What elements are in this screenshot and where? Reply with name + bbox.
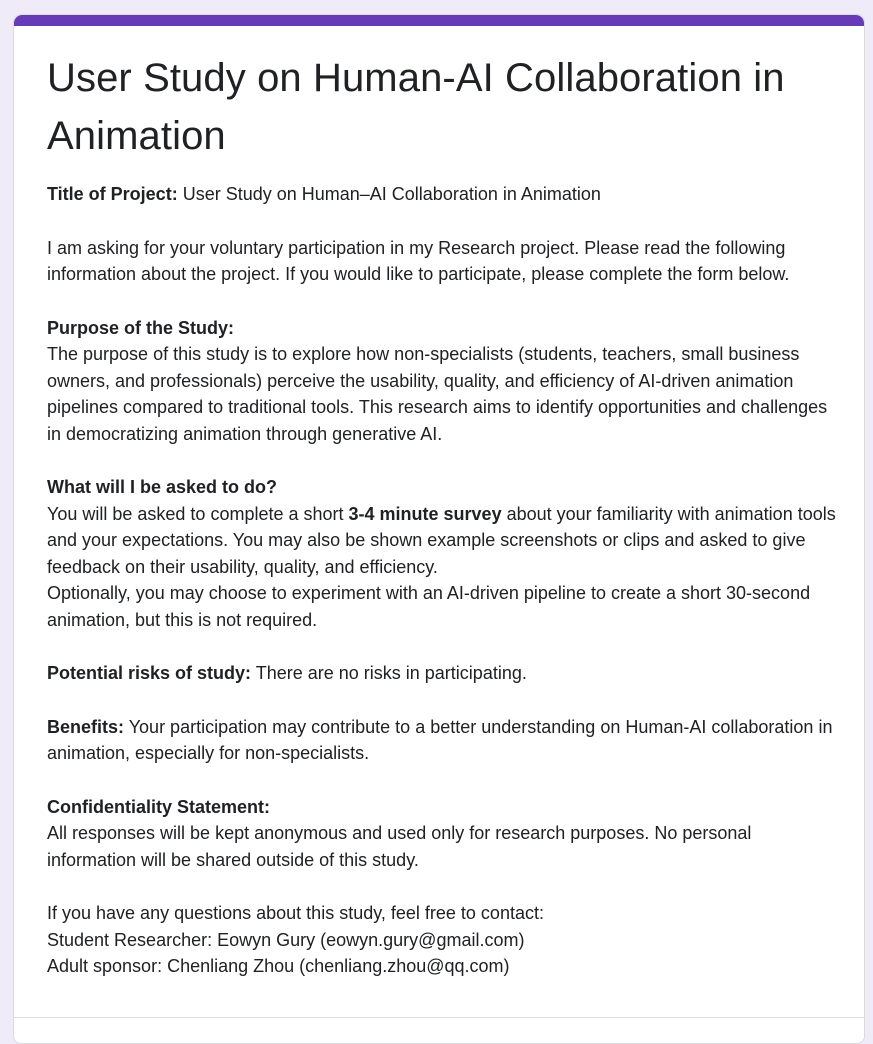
tasks-heading: What will I be asked to do? [47, 477, 278, 497]
contact-paragraph [47, 900, 837, 980]
purpose-heading: Purpose of the Study: [47, 317, 235, 338]
form-accent-bar [14, 15, 864, 26]
form-description [47, 181, 837, 980]
card-divider [14, 1017, 864, 1018]
intro-paragraph: I am asking for your voluntary participation in my Research project. Please read the following information about the project. If you would like to participate, please complete the form below. [47, 237, 790, 284]
contact-adult-sponsor: Adult sponsor: Chenliang Zhou (chenliang.zhou@qq.com) [47, 956, 510, 976]
confidentiality-paragraph [47, 794, 837, 874]
form-header-content [47, 49, 837, 1007]
form-header-card [13, 14, 865, 1044]
tasks-text-after: about your familiarity with animation tools and your expectations. You may also be shown example screenshots or clips and asked to give feedback on their usability, quality, and efficiency. [47, 503, 836, 577]
risks-paragraph [47, 660, 837, 687]
project-title-label: Title of Project: [47, 184, 178, 204]
benefits-paragraph [47, 714, 837, 767]
purpose-text: The purpose of this study is to explore how non-specialists (students, teachers, small business owners, and professionals) perceive the usability, quality, and efficiency of AI-driven animation pipelines compared to traditional tools. This research aims to identify opportunities and challenges in democratizing animation through generative AI. [47, 344, 828, 444]
confidentiality-heading: Confidentiality Statement: [47, 796, 271, 817]
purpose-paragraph [47, 315, 837, 448]
tasks-optional-text: Optionally, you may choose to experiment with an AI-driven pipeline to create a short 30-second animation, but this is not required. [47, 583, 811, 630]
risks-value: There are no risks in participating. [251, 663, 527, 683]
tasks-text-before: You will be asked to complete a short [47, 503, 349, 524]
risks-label: Potential risks of study: [47, 663, 252, 683]
project-title-paragraph [47, 181, 837, 208]
contact-student-researcher: Student Researcher: Eowyn Gury (eowyn.gury@gmail.com) [47, 929, 525, 950]
tasks-paragraph [47, 474, 837, 633]
benefits-value: Your participation may contribute to a better understanding on Human-AI collaboration in animation, especially for non-specialists. [47, 716, 833, 763]
confidentiality-text: All responses will be kept anonymous and used only for research purposes. No personal information will be shared outside of this study. [47, 823, 752, 870]
contact-intro: If you have any questions about this study, feel free to contact: [47, 903, 544, 923]
benefits-label: Benefits: [47, 716, 125, 737]
project-title-value: User Study on Human–AI Collaboration in Animation [177, 184, 601, 204]
tasks-text-bold: 3-4 minute survey [348, 503, 502, 524]
form-title: User Study on Human-AI Collaboration in Animation [47, 56, 785, 158]
